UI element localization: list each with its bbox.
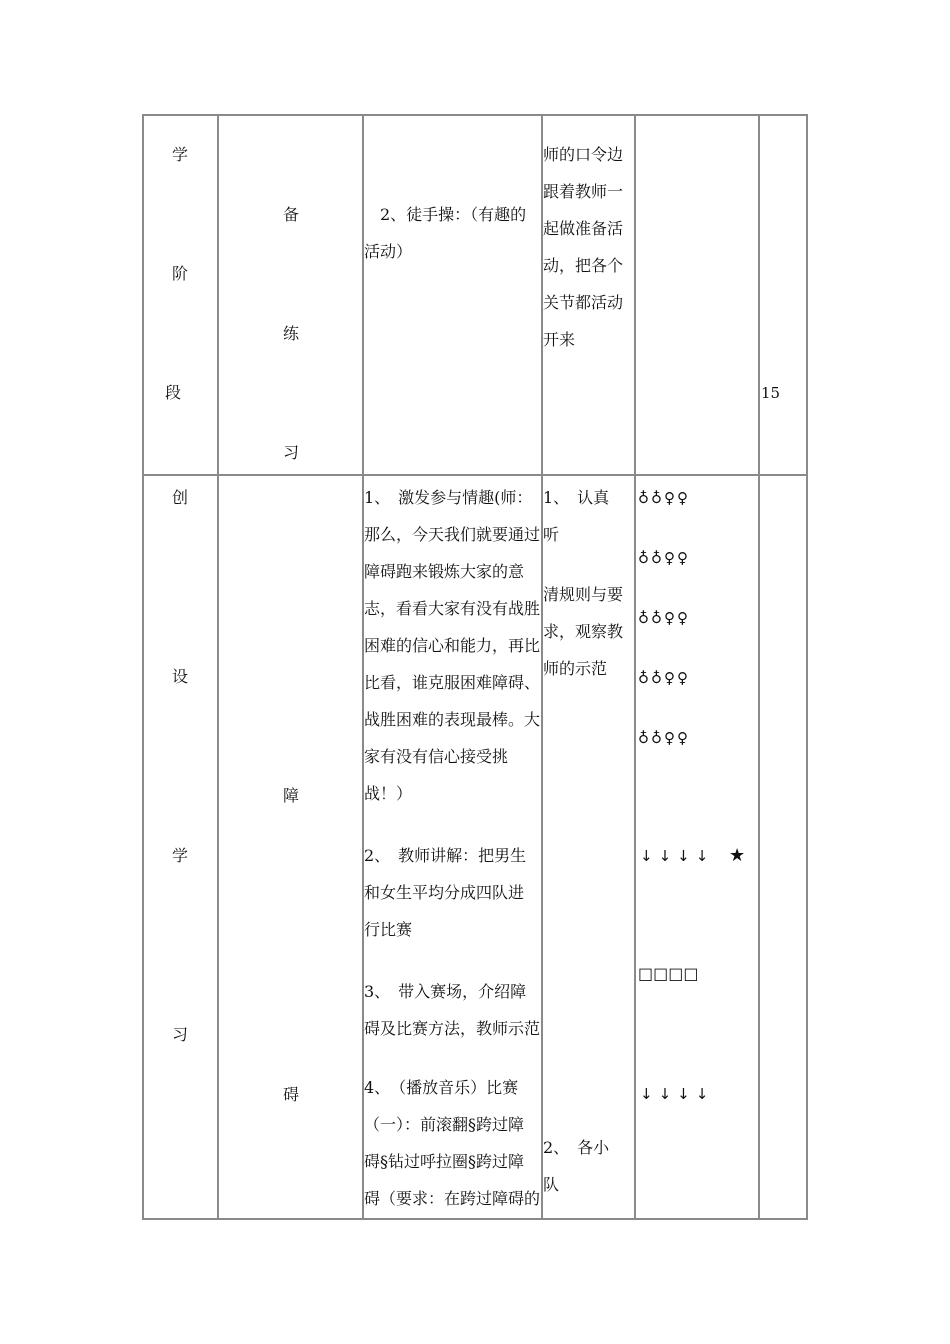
- content-char: 障: [282, 786, 299, 805]
- teacher-activity-line: 4、 （播放音乐）比赛: [364, 1078, 519, 1097]
- teacher-activity-line: 比看，谁克服困难障碍、: [364, 673, 541, 692]
- student-activity-line: 关节都活动: [543, 293, 624, 312]
- teacher-activity-line: 志，看看大家有没有战胜: [364, 599, 541, 618]
- teacher-activity-line: 活动）: [364, 242, 413, 261]
- table-col-divider: [634, 114, 636, 1220]
- student-activity-line: 师的示范: [543, 659, 608, 678]
- teacher-activity-line: 那么，今天我们就要通过: [364, 525, 541, 544]
- formation-row: ♁♁♀♀: [638, 729, 690, 747]
- content-char: 碍: [282, 1085, 299, 1104]
- time-value: 15: [761, 384, 781, 402]
- stage-char: 创: [171, 488, 188, 507]
- table-col-divider: [217, 114, 219, 1220]
- teacher-activity-line: 2、徒手操：（有趣的: [380, 205, 527, 224]
- stage-char: 习: [171, 1025, 188, 1044]
- stage-char: 阶: [171, 264, 188, 283]
- student-activity-line: 求，观察教: [543, 622, 624, 641]
- teacher-activity-line: （一）：前滚翻§跨过障: [364, 1115, 525, 1134]
- student-activity-line: 清规则与要: [543, 585, 624, 604]
- teacher-activity-line: 困难的信心和能力，再比: [364, 636, 541, 655]
- content-char: 练: [282, 324, 299, 343]
- obstacle-boxes: □□□□: [638, 964, 699, 983]
- teacher-star-icon: ★: [729, 845, 746, 866]
- teacher-activity-line: 障碍跑来锻炼大家的意: [364, 562, 525, 581]
- teacher-activity-line: 3、 带入赛场，介绍障: [364, 982, 527, 1001]
- table-border-left: [142, 114, 144, 1220]
- teacher-activity-line: 和女生平均分成四队进: [364, 883, 525, 902]
- student-activity-line: 开来: [543, 330, 576, 349]
- formation-row: ♁♁♀♀: [638, 489, 690, 507]
- table-border-top: [142, 114, 808, 116]
- teacher-activity-line: 战胜困难的表现最棒。大: [364, 710, 541, 729]
- student-activity-line: 队: [543, 1175, 560, 1194]
- teacher-activity-line: 行比赛: [364, 920, 413, 939]
- student-activity-line: 1、 认真: [543, 488, 610, 507]
- stage-char: 段: [164, 383, 181, 402]
- content-char: 备: [282, 205, 299, 224]
- student-activity-line: 起做准备活: [543, 219, 624, 238]
- teacher-activity-line: 家有没有信心接受挑: [364, 747, 509, 766]
- student-activity-line: 动，把各个: [543, 256, 624, 275]
- stage-char: 学: [171, 145, 188, 164]
- formation-row: ♁♁♀♀: [638, 609, 690, 627]
- direction-arrows: ↓↓↓↓: [640, 847, 715, 865]
- content-char: 习: [282, 443, 299, 462]
- direction-arrows: ↓↓↓↓: [640, 1085, 715, 1103]
- teacher-activity-line: 碍及比赛方法，教师示范: [364, 1019, 541, 1038]
- formation-row: ♁♁♀♀: [638, 669, 690, 687]
- student-activity-line: 师的口令边: [543, 145, 624, 164]
- student-activity-line: 2、 各小: [543, 1138, 610, 1157]
- table-col-divider: [758, 114, 760, 1220]
- table-border-bottom: [142, 1218, 808, 1220]
- table-col-divider: [362, 114, 364, 1220]
- teacher-activity-line: 1、 激发参与情趣(师：: [364, 488, 533, 507]
- teacher-activity-line: 战！）: [364, 784, 413, 803]
- stage-char: 学: [171, 846, 188, 865]
- teacher-activity-line: 2、 教师讲解：把男生: [364, 846, 527, 865]
- student-activity-line: 跟着教师一: [543, 182, 624, 201]
- table-border-right: [806, 114, 808, 1220]
- formation-row: ♁♁♀♀: [638, 549, 690, 567]
- teacher-activity-line: 碍§钻过呼拉圈§跨过障: [364, 1152, 525, 1171]
- student-activity-line: 听: [543, 525, 560, 544]
- stage-char: 设: [171, 667, 188, 686]
- table-row-divider: [142, 474, 808, 476]
- teacher-activity-line: 碍（要求：在跨过障碍的: [364, 1189, 541, 1208]
